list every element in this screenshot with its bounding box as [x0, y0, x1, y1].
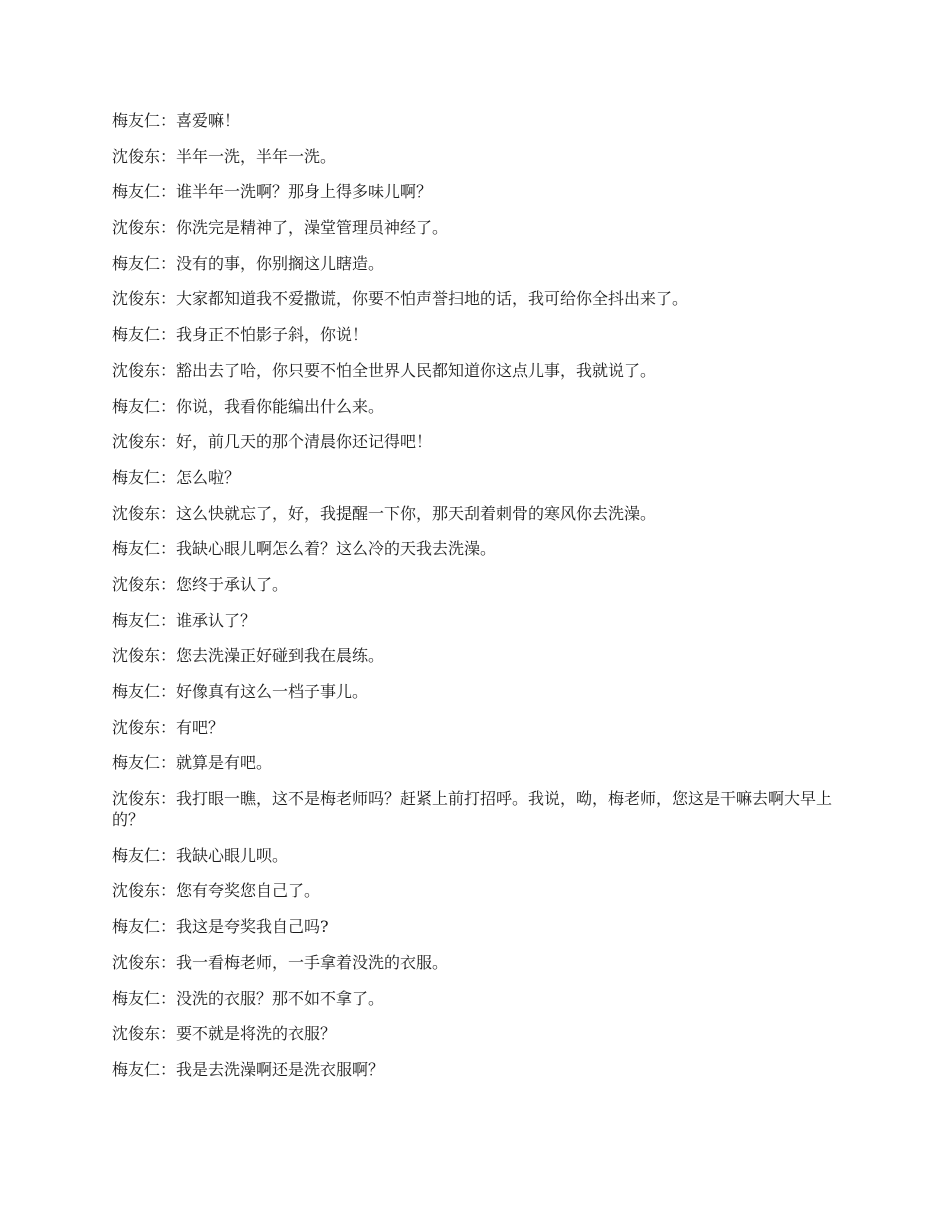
- speaker-name: 沈俊东: [112, 881, 161, 901]
- speaker-colon: ：: [160, 467, 177, 487]
- dialogue-line: [112, 538, 847, 559]
- speech-text: 喜爱嘛！: [176, 111, 241, 130]
- dialogue-line: [112, 360, 847, 381]
- speaker-name: 梅友仁: [112, 467, 161, 487]
- speaker-name: 梅友仁: [112, 253, 161, 273]
- speaker-name: 梅友仁: [112, 988, 161, 1008]
- dialogue-line: [112, 431, 847, 452]
- speaker-name: 沈俊东: [112, 952, 161, 972]
- speaker-name: 梅友仁: [112, 917, 161, 937]
- speech-text: 我缺心眼儿啊怎么着？这么冷的天我去洗澡。: [176, 539, 497, 559]
- speaker-colon: ：: [160, 325, 177, 345]
- speaker-colon: ：: [160, 845, 177, 865]
- speaker-name: 沈俊东: [112, 360, 161, 380]
- speech-text: 没有的事，你别搁这儿瞎造。: [176, 253, 385, 273]
- speech-text: 这么快就忘了，好，我提醒一下你，那天刮着刺骨的寒风你去洗澡。: [176, 503, 657, 523]
- speaker-colon: ：: [160, 111, 177, 130]
- speech-text: 我一看梅老师，一手拿着没洗的衣服。: [176, 952, 449, 972]
- speech-text: 半年一洗，半年一洗。: [176, 146, 337, 166]
- dialogue-line: [112, 788, 847, 830]
- dialogue-line: [112, 503, 847, 524]
- speech-text: 我这是夸奖我自己吗?: [176, 917, 329, 937]
- speaker-name: 沈俊东: [112, 289, 161, 309]
- speaker-name: 沈俊东: [112, 789, 161, 809]
- speaker-name: 梅友仁: [112, 111, 161, 130]
- speaker-colon: ：: [160, 682, 177, 701]
- speech-text: 谁半年一洗啊？那身上得多味儿啊？: [176, 182, 433, 202]
- speaker-name: 沈俊东: [112, 432, 161, 452]
- dialogue-line: [112, 288, 847, 309]
- speaker-colon: ：: [160, 881, 177, 901]
- speaker-name: 梅友仁: [112, 610, 161, 630]
- dialogue-line: [112, 253, 847, 274]
- dialogue-line: [112, 717, 847, 738]
- speaker-colon: ：: [160, 753, 177, 773]
- speaker-name: 梅友仁: [112, 539, 161, 559]
- dialogue-line: [112, 845, 847, 866]
- speech-text: 您有夸奖您自己了。: [176, 881, 321, 901]
- speaker-colon: ：: [160, 1024, 177, 1044]
- speaker-name: 沈俊东: [112, 218, 161, 238]
- speaker-colon: ：: [160, 1059, 177, 1079]
- speaker-colon: ：: [160, 952, 177, 972]
- speaker-colon: ：: [160, 182, 177, 202]
- speaker-name: 梅友仁: [112, 753, 161, 773]
- speech-text: 我缺心眼儿呗。: [176, 845, 289, 865]
- speaker-colon: ：: [160, 717, 177, 737]
- speaker-name: 沈俊东: [112, 1024, 161, 1044]
- speech-text: 谁承认了？: [176, 610, 257, 630]
- dialogue-line: [112, 952, 847, 973]
- speaker-name: 沈俊东: [112, 503, 161, 523]
- dialogue-line: [112, 645, 847, 666]
- speech-text: 豁出去了哈，你只要不怕全世界人民都知道你这点儿事，我就说了。: [176, 360, 657, 380]
- speaker-colon: ：: [160, 218, 177, 238]
- speaker-colon: ：: [160, 503, 177, 523]
- dialogue-line: [112, 396, 847, 417]
- speech-text: 我是去洗澡啊还是洗衣服啊？: [176, 1059, 385, 1079]
- speaker-name: 沈俊东: [112, 146, 161, 166]
- dialogue-line: [112, 916, 847, 937]
- dialogue-line: [112, 110, 847, 131]
- speaker-name: 梅友仁: [112, 682, 161, 701]
- dialogue-line: [112, 217, 847, 238]
- dialogue-line: [112, 610, 847, 631]
- speech-text: 就算是有吧。: [176, 753, 273, 773]
- dialogue-line: [112, 988, 847, 1009]
- dialogue-line: [112, 146, 847, 167]
- dialogue-line: [112, 880, 847, 901]
- speaker-colon: ：: [160, 917, 177, 937]
- speaker-colon: ：: [160, 146, 177, 166]
- speech-text: 你洗完是精神了，澡堂管理员神经了。: [176, 218, 449, 238]
- speaker-colon: ：: [160, 646, 177, 666]
- speech-text: 要不就是将洗的衣服？: [176, 1024, 337, 1044]
- speech-text: 您终于承认了。: [176, 574, 289, 594]
- speaker-colon: ：: [160, 432, 177, 452]
- dialogue-line: [112, 574, 847, 595]
- speech-text: 您去洗澡正好碰到我在晨练。: [176, 646, 385, 666]
- speech-text: 好像真有这么一档子事儿。: [176, 682, 369, 701]
- speaker-name: 梅友仁: [112, 325, 161, 345]
- speech-text: 没洗的衣服？那不如不拿了。: [176, 988, 385, 1008]
- speaker-colon: ：: [160, 789, 177, 809]
- dialogue-line: [112, 752, 847, 773]
- speaker-name: 梅友仁: [112, 182, 161, 202]
- speaker-name: 沈俊东: [112, 574, 161, 594]
- speech-text: 大家都知道我不爱撒谎，你要不怕声誉扫地的话，我可给你全抖出来了。: [176, 289, 689, 309]
- speaker-colon: ：: [160, 289, 177, 309]
- speaker-colon: ：: [160, 610, 177, 630]
- dialogue-line: [112, 1023, 847, 1044]
- speech-text: 你说，我看你能编出什么来。: [176, 396, 385, 416]
- dialogue-line: [112, 467, 847, 488]
- dialogue-line: [112, 181, 847, 202]
- speaker-colon: ：: [160, 574, 177, 594]
- speaker-name: 沈俊东: [112, 717, 161, 737]
- dialogue-line: [112, 324, 847, 345]
- speaker-name: 梅友仁: [112, 1059, 161, 1079]
- speaker-colon: ：: [160, 988, 177, 1008]
- speech-text: 我打眼一瞧，这不是梅老师吗？赶紧上前打招呼。我说，呦，梅老师，您这是干嘛去啊大早上的？: [112, 789, 833, 830]
- speaker-name: 沈俊东: [112, 646, 161, 666]
- speech-text: 好，前几天的那个清晨你还记得吧！: [176, 432, 433, 452]
- speaker-name: 梅友仁: [112, 845, 161, 865]
- speaker-name: 梅友仁: [112, 396, 161, 416]
- speaker-colon: ：: [160, 539, 177, 559]
- dialogue-body: [112, 110, 847, 1080]
- dialogue-line: [112, 1059, 847, 1080]
- speech-text: 有吧？: [176, 717, 225, 737]
- speaker-colon: ：: [160, 360, 177, 380]
- speaker-colon: ：: [160, 396, 177, 416]
- speech-text: 怎么啦？: [176, 467, 241, 487]
- speech-text: 我身正不怕影子斜，你说！: [176, 325, 369, 345]
- dialogue-line: [112, 681, 847, 702]
- speaker-colon: ：: [160, 253, 177, 273]
